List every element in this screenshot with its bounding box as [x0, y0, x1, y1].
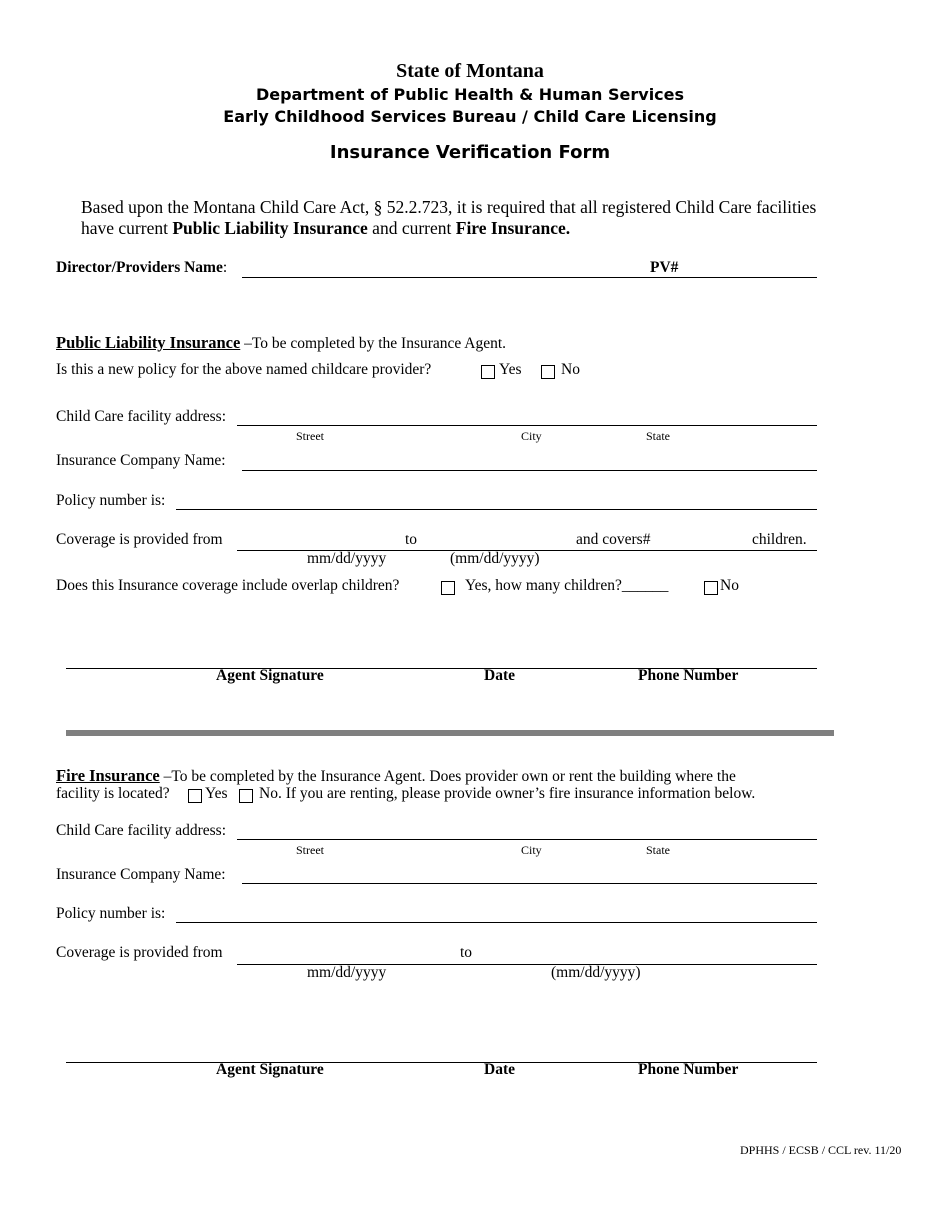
director-name-label: Director/Providers Name: — [56, 259, 228, 276]
fire-phone-caption: Phone Number — [638, 1061, 739, 1078]
new-policy-question: Is this a new policy for the above named childcare provider? — [56, 361, 432, 378]
liability-covers-label: and covers# — [576, 531, 651, 548]
liability-date-hint-to: (mm/dd/yyyy) — [450, 550, 540, 567]
fire-no-checkbox[interactable] — [239, 789, 253, 803]
fire-date-caption: Date — [484, 1061, 515, 1078]
section-divider — [66, 730, 834, 736]
director-name-field[interactable] — [242, 277, 817, 278]
fire-date-hint-from: mm/dd/yyyy — [307, 964, 387, 981]
fire-agent-signature-caption: Agent Signature — [216, 1061, 324, 1078]
liability-company-label: Insurance Company Name: — [56, 452, 226, 469]
pv-label: PV# — [650, 259, 679, 276]
state-title: State of Montana — [396, 60, 544, 82]
new-policy-yes-checkbox[interactable] — [481, 365, 495, 379]
fire-policy-field[interactable] — [176, 922, 817, 923]
liability-street-hint: Street — [296, 429, 324, 443]
liability-agent-signature-caption: Agent Signature — [216, 667, 324, 684]
fire-company-label: Insurance Company Name: — [56, 866, 226, 883]
fire-city-hint: City — [521, 843, 542, 857]
liability-coverage-label: Coverage is provided from — [56, 531, 223, 548]
liability-address-field[interactable] — [237, 425, 817, 426]
fire-to-label: to — [460, 944, 473, 961]
fire-own-rent-line: facility is located? — [56, 785, 170, 802]
liability-heading: Public Liability Insurance –To be completed by the Insurance Agent. — [56, 333, 507, 352]
overlap-question: Does this Insurance coverage include overlap children? — [56, 577, 400, 594]
liability-state-hint: State — [646, 429, 670, 443]
overlap-yes-label: Yes, how many children?______ — [465, 577, 669, 594]
fire-coverage-label: Coverage is provided from — [56, 944, 223, 961]
liability-children-label: children. — [752, 531, 807, 548]
bureau-title: Early Childhood Services Bureau / Child Care Licensing — [223, 107, 717, 126]
fire-policy-label: Policy number is: — [56, 905, 166, 922]
liability-policy-field[interactable] — [176, 509, 817, 510]
fire-state-hint: State — [646, 843, 670, 857]
fire-yes-label: Yes — [205, 785, 228, 802]
form-title: Insurance Verification Form — [329, 142, 611, 163]
fire-yes-checkbox[interactable] — [188, 789, 202, 803]
fire-company-field[interactable] — [242, 883, 817, 884]
intro-paragraph: Based upon the Montana Child Care Act, § 52.2.723, it is required that all registered Child Care facilities have current Public Liability Insurance and current Fire Insurance. — [81, 197, 817, 238]
fire-street-hint: Street — [296, 843, 324, 857]
liability-company-field[interactable] — [242, 470, 817, 471]
new-policy-no-label: No — [561, 361, 580, 378]
liability-phone-caption: Phone Number — [638, 667, 739, 684]
liability-date-caption: Date — [484, 667, 515, 684]
fire-heading: Fire Insurance –To be completed by the Insurance Agent. Does provider own or rent the building where the — [56, 766, 736, 785]
overlap-yes-checkbox[interactable] — [441, 581, 455, 595]
overlap-no-label: No — [720, 577, 739, 594]
fire-no-label: No. If you are renting, please provide owner’s fire insurance information below. — [259, 785, 756, 802]
liability-policy-label: Policy number is: — [56, 492, 166, 509]
new-policy-no-checkbox[interactable] — [541, 365, 555, 379]
revision-footer: DPHHS / ECSB / CCL rev. 11/20 — [740, 1143, 902, 1157]
new-policy-yes-label: Yes — [499, 361, 522, 378]
fire-address-label: Child Care facility address: — [56, 822, 227, 839]
overlap-no-checkbox[interactable] — [704, 581, 718, 595]
liability-date-hint-from: mm/dd/yyyy — [307, 550, 387, 567]
department-title: Department of Public Health & Human Services — [255, 85, 685, 104]
liability-city-hint: City — [521, 429, 542, 443]
liability-to-label: to — [405, 531, 418, 548]
liability-address-label: Child Care facility address: — [56, 408, 227, 425]
fire-address-field[interactable] — [237, 839, 817, 840]
fire-date-hint-to: (mm/dd/yyyy) — [551, 964, 641, 981]
